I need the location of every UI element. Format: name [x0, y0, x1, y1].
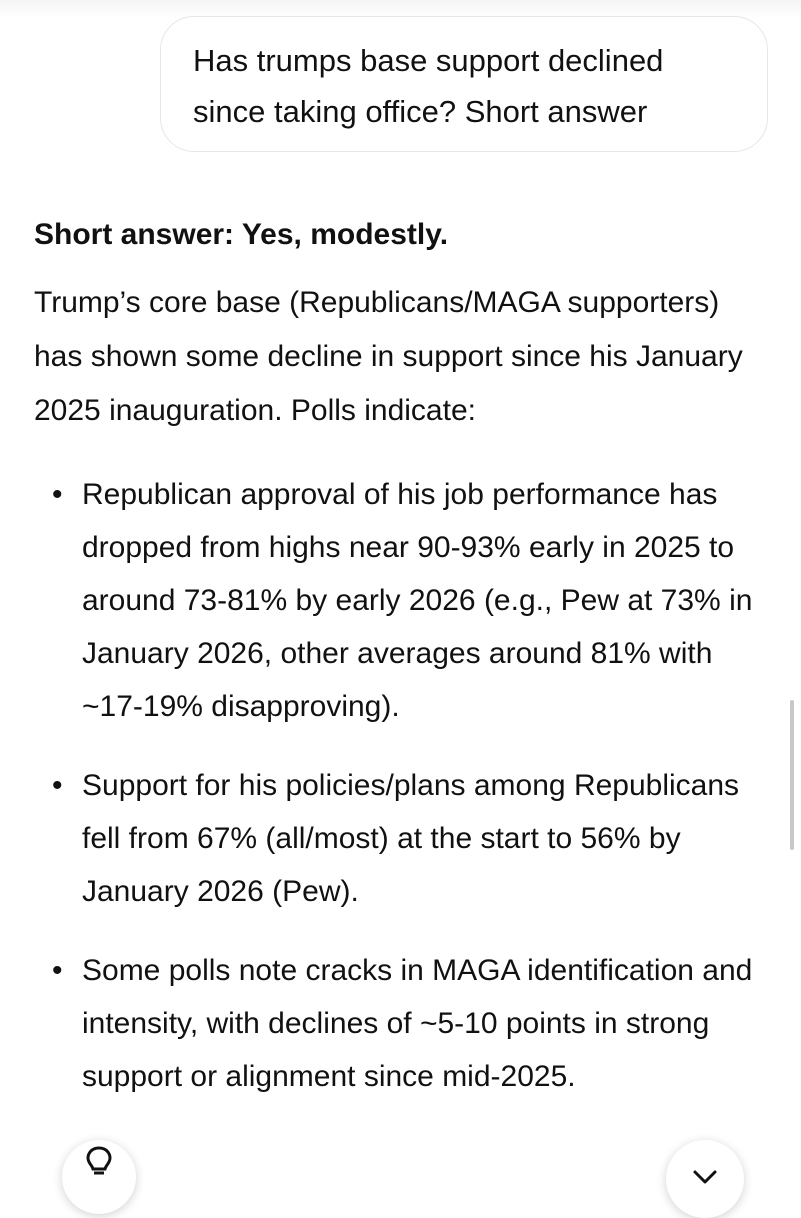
response-bullet-list — [34, 468, 774, 1103]
list-item — [34, 944, 774, 1103]
user-message-bubble — [160, 16, 768, 152]
bullet-marker: • — [52, 954, 63, 987]
idea-button[interactable] — [62, 1140, 136, 1214]
assistant-response — [34, 208, 774, 1129]
bullet-text: Republican approval of his job performance has dropped from highs near 90-93% early in 2025 to around 73-81% by early 2026 (e.g., Pew at 73% in January 2026, other averages around 81% with ~17-19% disapproving). — [82, 478, 753, 723]
list-item — [34, 468, 774, 733]
scroll-down-button[interactable] — [666, 1140, 744, 1218]
bullet-marker: • — [52, 478, 63, 511]
user-message-text: Has trumps base support declined since taking office? Short answer — [193, 43, 664, 129]
response-heading: Short answer: Yes, modestly. — [34, 218, 449, 251]
response-intro: Trump’s core base (Republicans/MAGA supporters) has shown some decline in support since his January 2025 inauguration. Polls indicate: — [34, 286, 743, 427]
list-item — [34, 759, 774, 918]
bullet-marker: • — [52, 769, 63, 802]
lightbulb-icon — [79, 1140, 119, 1180]
bullet-text: Support for his policies/plans among Republicans fell from 67% (all/most) at the start to 56% by January 2026 (Pew). — [82, 769, 740, 908]
chevron-down-icon — [685, 1140, 725, 1198]
bullet-text: Some polls note cracks in MAGA identification and intensity, with declines of ~5-10 points in strong support or alignment since mid-2025. — [82, 954, 753, 1093]
scrollbar-thumb[interactable] — [790, 700, 794, 850]
